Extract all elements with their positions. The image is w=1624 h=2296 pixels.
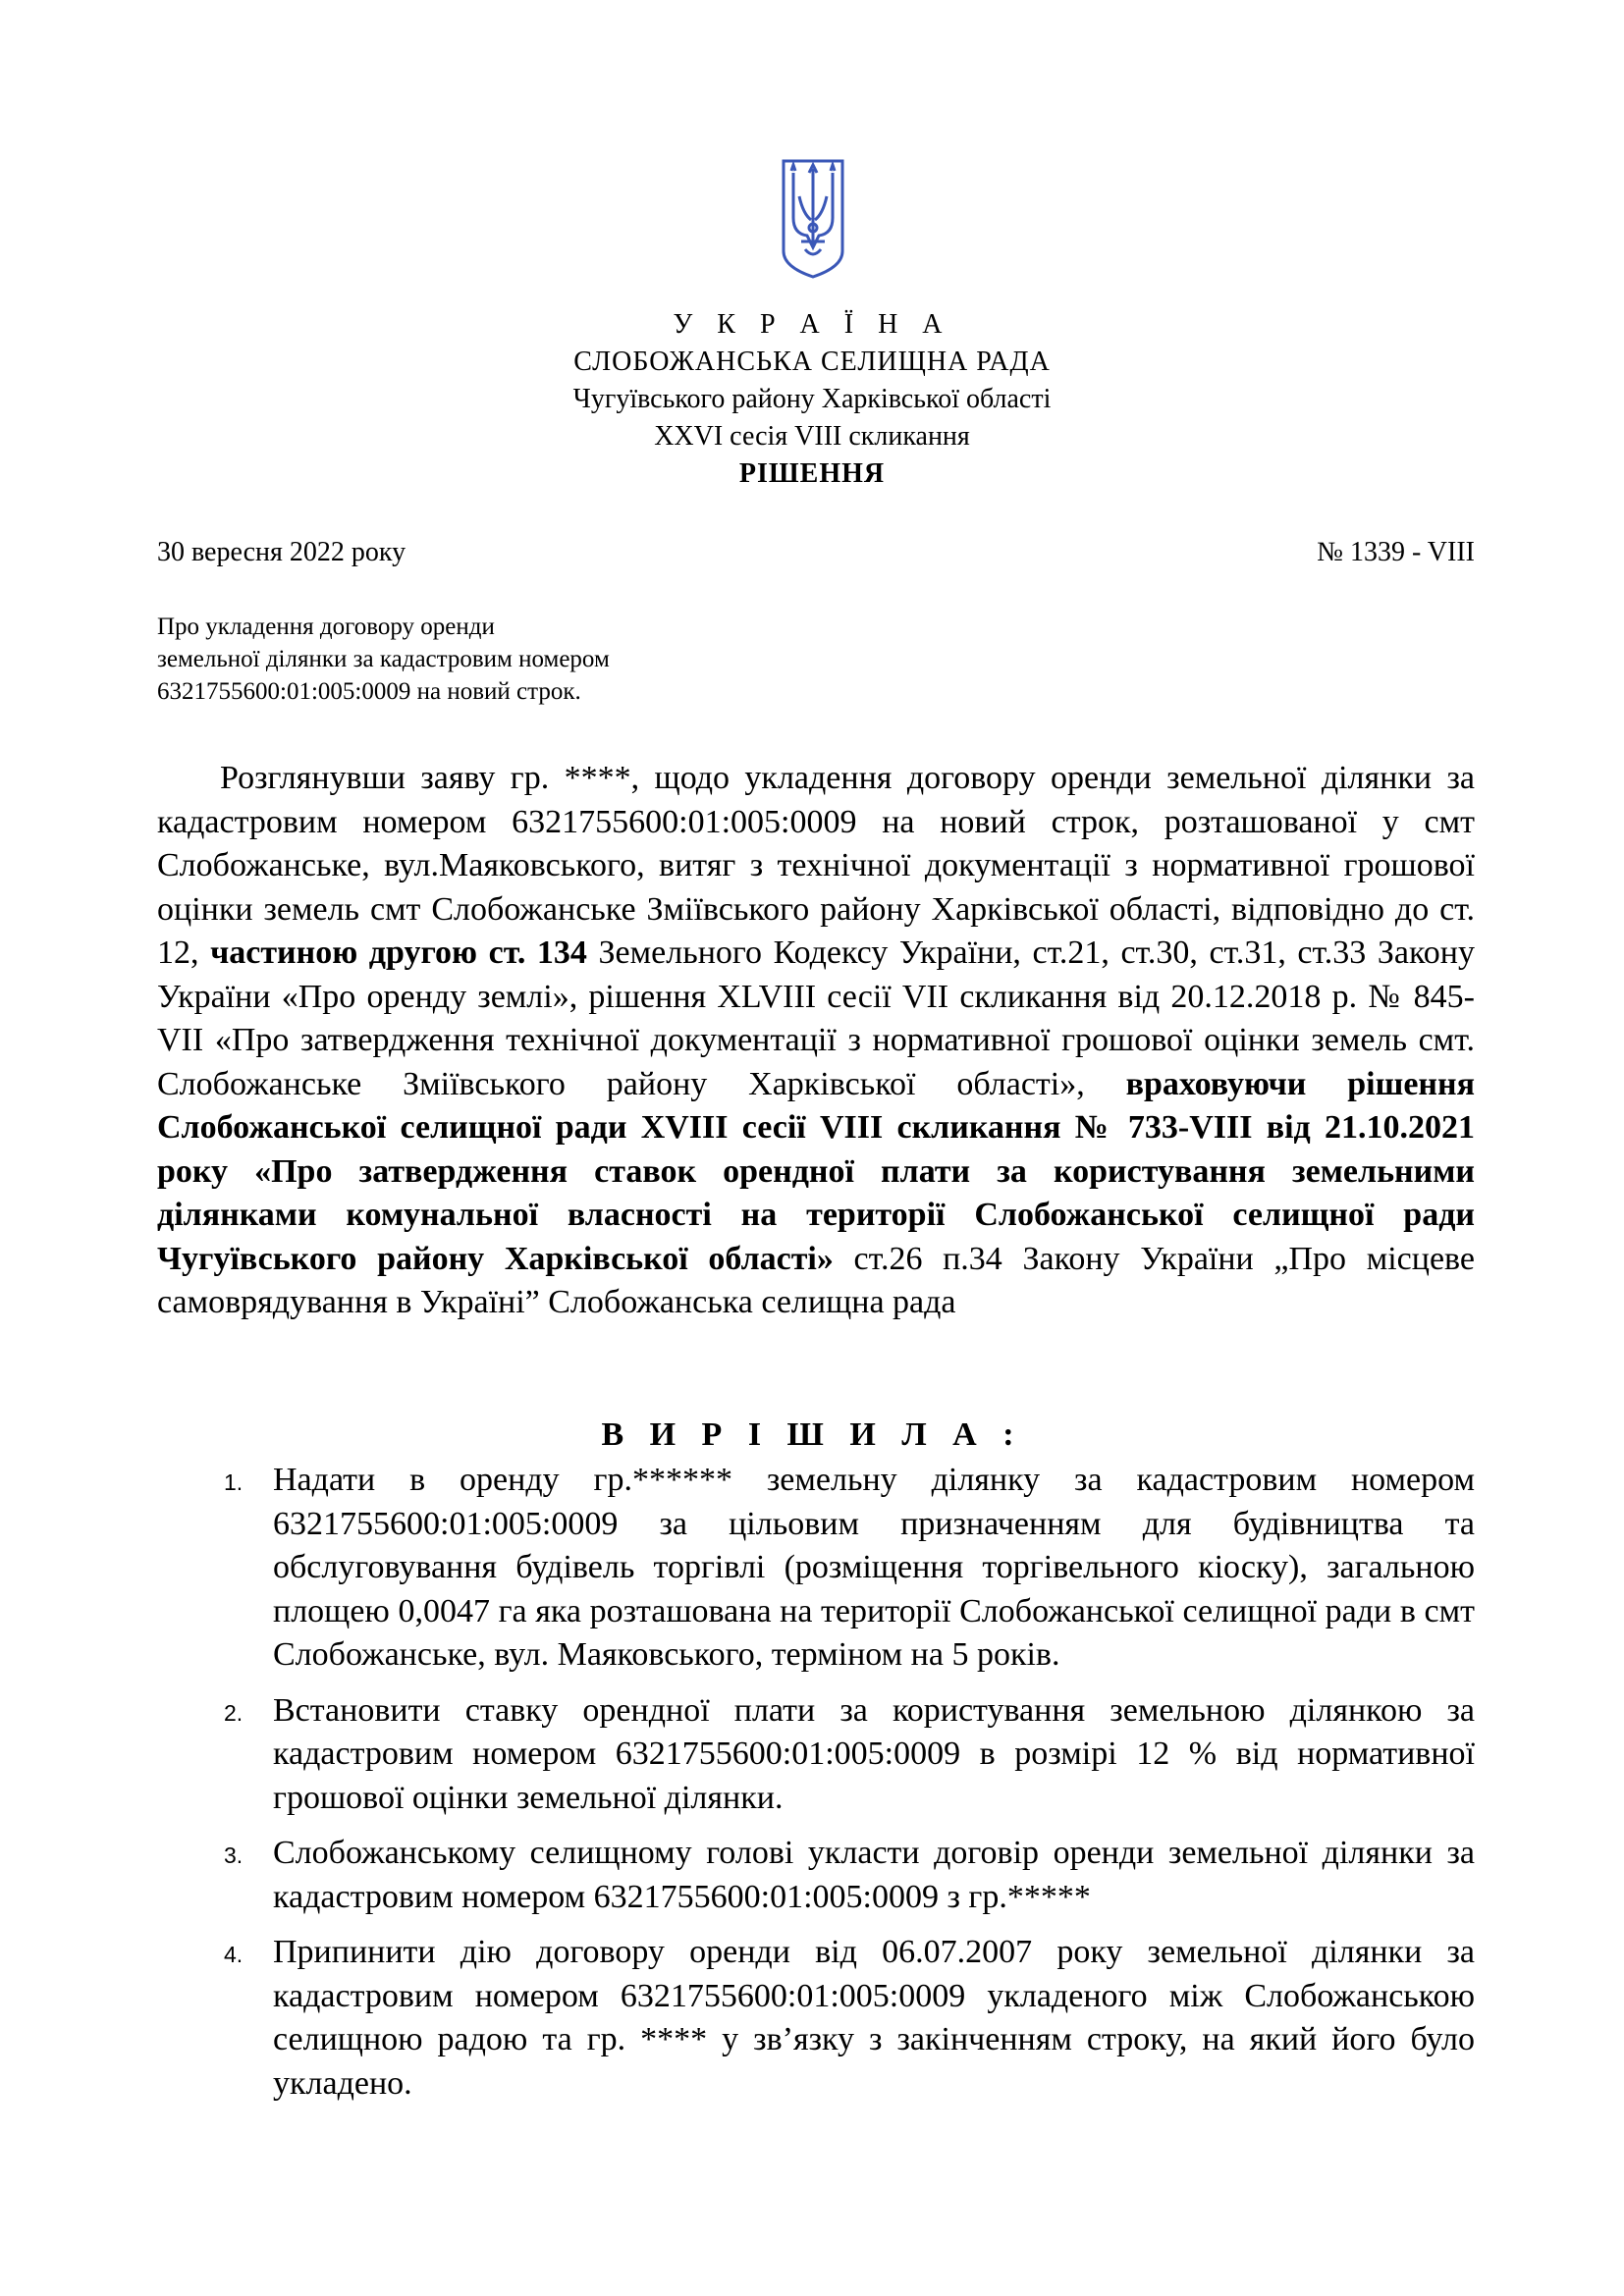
- decision-date: 30 вересня 2022 року: [157, 537, 406, 567]
- list-item-text: Припинити дію договору оренди від 06.07.2007 року земельної ділянки за кадастровим номером 6321755600:01:005:0009 укладеного між Слобожанською селищною радою та гр. **** у зв’язку з закінченням строку, на який його було укладено.: [273, 1934, 1475, 2102]
- list-item: [157, 1832, 1475, 1919]
- list-item-number: 3.: [224, 1842, 244, 1868]
- coat-of-arms-icon: [778, 157, 848, 279]
- resolved-heading: В И Р І Ш И Л А :: [601, 1416, 1023, 1453]
- list-item-number: 1.: [224, 1469, 244, 1495]
- subject-line: земельної ділянки за кадастровим номером: [157, 646, 610, 672]
- trident-drawing: [784, 161, 842, 277]
- region-name: Чугуївського району Харківської області: [572, 384, 1052, 414]
- preamble-bold-text: враховуючи рішення Слобожанської селищної ради XVIII сесії VIII скликання № 733-VIII від 21.10.2021 року «Про затвердження ставок орендної плати за користування земельними ділянками комунальної власності на території Слобожанської селищної ради Чугуївського району Харківської області»: [157, 1065, 1475, 1277]
- date-number-row: [157, 534, 1475, 571]
- list-item-number: 4.: [224, 1942, 244, 1967]
- list-item: [157, 1931, 1475, 2106]
- list-item-text: Надати в оренду гр.****** земельну ділянку за кадастровим номером 6321755600:01:005:0009 за цільовим призначенням для будівництва та обслуговування будівель торгівлі (розміщення торгівельного кіоску), загальною площею 0,0047 га яка розташована на території Слобожанської селищної ради в смт Слобожанське, вул. Маяковського, терміном на 5 років.: [273, 1462, 1475, 1673]
- list-item: [157, 1689, 1475, 1821]
- decision-subject: [157, 611, 766, 708]
- subject-line: Про укладення договору оренди: [157, 614, 495, 640]
- list-item-number: 2.: [224, 1699, 244, 1726]
- preamble-text: Розглянувши заяву гр. ****, щодо укладення договору оренди земельної ділянки за кадастровим номером 6321755600:01:005:0009 на новий строк, розташованої у смт Слобожанське, вул.Маяковського, витяг з технічної документації з нормативної грошової оцінки земель смт Слобожанське Зміївського району Харківської області, відповідно до ст. 12,: [157, 760, 1475, 971]
- list-item-text: Слобожанському селищному голові укласти договір оренди земельної ділянки за кадастровим номером 6321755600:01:005:0009 з гр.*****: [273, 1835, 1475, 1915]
- council-name: СЛОБОЖАНСЬКА СЕЛИЩНА РАДА: [573, 347, 1051, 377]
- list-item: [157, 1459, 1475, 1678]
- document-header: [0, 306, 1624, 493]
- decision-number: № 1339 - VIII: [1317, 537, 1475, 567]
- preamble-text: Земельного Кодексу України, ст.21, ст.30, ст.31, ст.33 Закону України «Про оренду землі», рішення XLVIII сесії VII скликання від 20.12.2018 р. № 845-VII «Про затвердження технічної документації з нормативної грошової оцінки земель смт. Слобожанське Зміївського району Харківської області»,: [157, 934, 1476, 1102]
- preamble-text: ст.26 п.34 Закону України „Про місцеве самоврядування в Україні” Слобожанська селищна рада: [157, 1240, 1475, 1320]
- list-item-text: Встановити ставку орендної плати за користування земельною ділянкою за кадастровим номером 6321755600:01:005:0009 в розмірі 12 % від нормативної грошової оцінки земельної ділянки.: [273, 1691, 1475, 1816]
- country-name: У К Р А Ї Н А: [673, 309, 951, 340]
- preamble-bold-text: частиною другою ст. 134: [210, 934, 587, 971]
- subject-line: 6321755600:01:005:0009 на новий строк.: [157, 678, 581, 705]
- session-name: XXVI сесія VIII скликання: [654, 421, 970, 452]
- preamble-paragraph: [157, 757, 1475, 1325]
- decision-items-list: [157, 1459, 1475, 2117]
- document-type: РІШЕННЯ: [738, 458, 886, 489]
